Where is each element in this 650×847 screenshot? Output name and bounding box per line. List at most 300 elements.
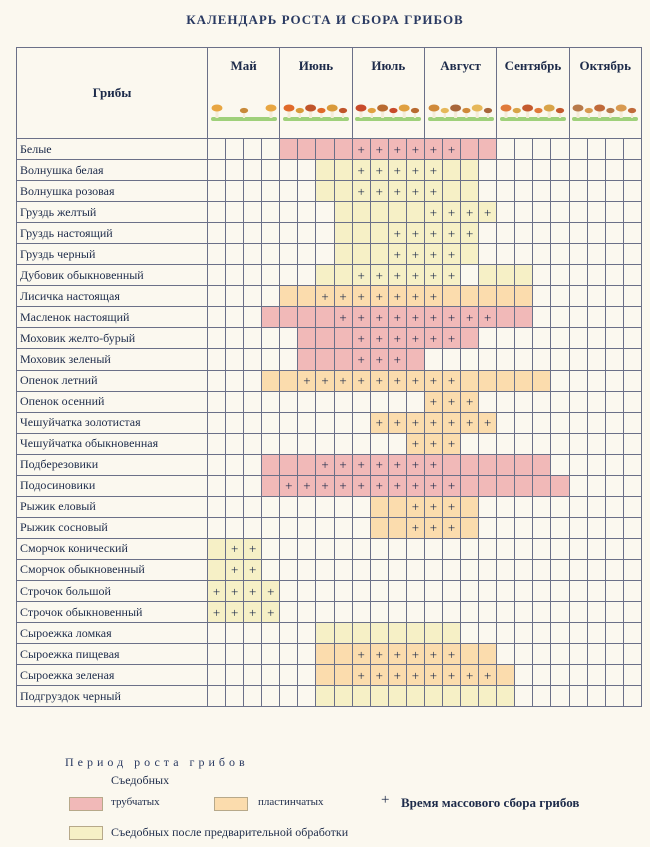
- mushroom-name: Сморчок обыкновенный: [17, 559, 208, 580]
- mass-harvest-cell: +: [334, 307, 352, 328]
- period-cell: [587, 475, 605, 496]
- period-cell: [587, 286, 605, 307]
- period-cell: [569, 160, 587, 181]
- period-cell: [605, 623, 623, 644]
- table-row: [17, 433, 642, 454]
- period-cell: [569, 370, 587, 391]
- period-cell: [551, 517, 569, 538]
- mass-harvest-cell: +: [443, 644, 461, 665]
- period-cell: [569, 665, 587, 686]
- period-cell: [406, 623, 424, 644]
- mass-harvest-cell: +: [370, 475, 388, 496]
- period-cell: [587, 454, 605, 475]
- period-cell: [298, 665, 316, 686]
- period-cell: [533, 286, 551, 307]
- period-cell: [370, 202, 388, 223]
- period-cell: [569, 349, 587, 370]
- table-row: [17, 623, 642, 644]
- period-cell: [424, 623, 442, 644]
- period-cell: [298, 686, 316, 707]
- period-cell: [280, 391, 298, 412]
- mass-harvest-cell: +: [424, 412, 442, 433]
- mass-harvest-cell: +: [406, 496, 424, 517]
- mass-harvest-cell: +: [388, 349, 406, 370]
- period-cell: [605, 686, 623, 707]
- period-cell: [262, 307, 280, 328]
- period-cell: [334, 244, 352, 265]
- period-cell: [605, 559, 623, 580]
- period-cell: [551, 644, 569, 665]
- period-cell: [551, 623, 569, 644]
- period-cell: [623, 412, 641, 433]
- period-cell: [208, 181, 226, 202]
- period-cell: [280, 328, 298, 349]
- period-cell: [551, 580, 569, 601]
- mass-harvest-cell: +: [461, 307, 479, 328]
- period-cell: [515, 160, 533, 181]
- period-cell: [208, 665, 226, 686]
- mushroom-name: Подберезовики: [17, 454, 208, 475]
- period-cell: [443, 349, 461, 370]
- period-cell: [244, 686, 262, 707]
- period-cell: [334, 349, 352, 370]
- period-cell: [226, 370, 244, 391]
- period-cell: [569, 307, 587, 328]
- period-cell: [461, 686, 479, 707]
- period-cell: [461, 580, 479, 601]
- mass-harvest-cell: +: [443, 517, 461, 538]
- mass-harvest-cell: +: [406, 475, 424, 496]
- mass-harvest-cell: +: [208, 580, 226, 601]
- period-cell: [443, 286, 461, 307]
- period-cell: [226, 391, 244, 412]
- mass-harvest-cell: +: [479, 412, 497, 433]
- mass-harvest-cell: +: [244, 538, 262, 559]
- period-cell: [208, 370, 226, 391]
- period-cell: [262, 286, 280, 307]
- mushroom-name: Опенок осенний: [17, 391, 208, 412]
- period-cell: [623, 580, 641, 601]
- period-cell: [569, 286, 587, 307]
- period-cell: [352, 223, 370, 244]
- period-cell: [226, 686, 244, 707]
- mass-harvest-cell: +: [461, 412, 479, 433]
- period-cell: [244, 328, 262, 349]
- mass-harvest-cell: +: [406, 286, 424, 307]
- mass-harvest-cell: +: [424, 160, 442, 181]
- period-cell: [298, 391, 316, 412]
- period-cell: [515, 223, 533, 244]
- period-cell: [334, 623, 352, 644]
- period-cell: [208, 160, 226, 181]
- mass-harvest-cell: +: [316, 475, 334, 496]
- mass-harvest-cell: +: [352, 475, 370, 496]
- period-cell: [244, 370, 262, 391]
- mass-harvest-cell: +: [370, 328, 388, 349]
- period-cell: [443, 538, 461, 559]
- mass-harvest-cell: +: [262, 580, 280, 601]
- table-row: [17, 538, 642, 559]
- table-row: [17, 202, 642, 223]
- period-cell: [479, 538, 497, 559]
- mushroom-name: Волнушка белая: [17, 160, 208, 181]
- legend-title: Период роста грибов: [65, 755, 249, 769]
- period-cell: [316, 623, 334, 644]
- mass-harvest-cell: +: [388, 370, 406, 391]
- period-cell: [533, 349, 551, 370]
- period-cell: [298, 412, 316, 433]
- period-cell: [497, 665, 515, 686]
- period-cell: [352, 412, 370, 433]
- period-cell: [587, 391, 605, 412]
- mass-harvest-cell: +: [424, 181, 442, 202]
- period-cell: [352, 559, 370, 580]
- period-cell: [226, 454, 244, 475]
- month-header: [208, 48, 280, 139]
- mass-harvest-cell: +: [352, 286, 370, 307]
- period-cell: [226, 349, 244, 370]
- mass-harvest-cell: +: [352, 265, 370, 286]
- period-cell: [316, 139, 334, 160]
- period-cell: [605, 454, 623, 475]
- period-cell: [497, 559, 515, 580]
- month-label: Октябрь: [579, 58, 632, 73]
- period-cell: [587, 244, 605, 265]
- mass-harvest-cell: +: [388, 328, 406, 349]
- period-cell: [605, 244, 623, 265]
- period-cell: [208, 139, 226, 160]
- period-cell: [479, 686, 497, 707]
- period-cell: [244, 433, 262, 454]
- mass-harvest-cell: +: [406, 370, 424, 391]
- period-cell: [497, 202, 515, 223]
- period-cell: [370, 686, 388, 707]
- period-cell: [388, 202, 406, 223]
- period-cell: [280, 286, 298, 307]
- mushroom-name: Лисичка настоящая: [17, 286, 208, 307]
- mass-harvest-cell: +: [388, 265, 406, 286]
- month-header: [424, 48, 496, 139]
- period-cell: [515, 412, 533, 433]
- mass-harvest-cell: +: [424, 391, 442, 412]
- period-cell: [262, 454, 280, 475]
- mass-harvest-cell: +: [424, 286, 442, 307]
- table-row: [17, 139, 642, 160]
- mass-harvest-cell: +: [352, 349, 370, 370]
- mass-harvest-cell: +: [334, 475, 352, 496]
- period-cell: [605, 160, 623, 181]
- period-cell: [280, 139, 298, 160]
- period-cell: [334, 433, 352, 454]
- mushroom-name: Сыроежка зеленая: [17, 665, 208, 686]
- period-cell: [515, 623, 533, 644]
- period-cell: [370, 602, 388, 623]
- period-cell: [334, 160, 352, 181]
- period-cell: [551, 496, 569, 517]
- mass-harvest-cell: +: [370, 412, 388, 433]
- period-cell: [280, 538, 298, 559]
- mass-harvest-cell: +: [424, 265, 442, 286]
- mass-harvest-cell: +: [424, 223, 442, 244]
- mass-harvest-cell: +: [388, 475, 406, 496]
- mass-harvest-cell: +: [388, 244, 406, 265]
- period-cell: [479, 349, 497, 370]
- period-cell: [316, 644, 334, 665]
- period-cell: [316, 202, 334, 223]
- period-cell: [226, 496, 244, 517]
- period-cell: [623, 602, 641, 623]
- period-cell: [262, 349, 280, 370]
- period-cell: [551, 665, 569, 686]
- mass-harvest-cell: +: [424, 244, 442, 265]
- period-cell: [262, 223, 280, 244]
- period-cell: [226, 517, 244, 538]
- period-cell: [334, 139, 352, 160]
- mass-harvest-cell: +: [443, 265, 461, 286]
- period-cell: [244, 412, 262, 433]
- period-cell: [280, 370, 298, 391]
- period-cell: [479, 160, 497, 181]
- period-cell: [352, 496, 370, 517]
- period-cell: [244, 475, 262, 496]
- period-cell: [316, 160, 334, 181]
- period-cell: [208, 307, 226, 328]
- mass-harvest-cell: +: [443, 202, 461, 223]
- period-cell: [623, 496, 641, 517]
- period-cell: [262, 370, 280, 391]
- table-row: [17, 412, 642, 433]
- mushroom-name: Подосиновики: [17, 475, 208, 496]
- period-cell: [515, 517, 533, 538]
- mass-harvest-cell: +: [388, 412, 406, 433]
- period-cell: [226, 202, 244, 223]
- period-cell: [533, 623, 551, 644]
- period-cell: [497, 391, 515, 412]
- period-cell: [334, 328, 352, 349]
- mass-harvest-cell: +: [388, 644, 406, 665]
- period-cell: [226, 475, 244, 496]
- period-cell: [533, 307, 551, 328]
- period-cell: [587, 538, 605, 559]
- period-cell: [352, 433, 370, 454]
- period-cell: [551, 559, 569, 580]
- period-cell: [587, 307, 605, 328]
- period-cell: [569, 244, 587, 265]
- mass-harvest-cell: +: [406, 665, 424, 686]
- period-cell: [587, 686, 605, 707]
- table-row: [17, 644, 642, 665]
- mass-harvest-cell: +: [443, 328, 461, 349]
- period-cell: [424, 602, 442, 623]
- mass-harvest-cell: +: [388, 454, 406, 475]
- table-row: [17, 244, 642, 265]
- period-cell: [370, 223, 388, 244]
- period-cell: [569, 223, 587, 244]
- period-cell: [370, 559, 388, 580]
- mass-harvest-cell: +: [280, 475, 298, 496]
- month-header: [497, 48, 569, 139]
- mass-harvest-cell: +: [316, 454, 334, 475]
- period-cell: [587, 370, 605, 391]
- period-cell: [479, 475, 497, 496]
- mass-harvest-cell: +: [352, 328, 370, 349]
- period-cell: [623, 160, 641, 181]
- mass-harvest-cell: +: [461, 202, 479, 223]
- period-cell: [497, 496, 515, 517]
- period-cell: [515, 139, 533, 160]
- period-cell: [533, 328, 551, 349]
- period-cell: [551, 412, 569, 433]
- period-cell: [406, 686, 424, 707]
- mass-harvest-cell: +: [406, 433, 424, 454]
- mushroom-name: Груздь настоящий: [17, 223, 208, 244]
- period-cell: [461, 475, 479, 496]
- period-cell: [244, 265, 262, 286]
- period-cell: [226, 160, 244, 181]
- period-cell: [461, 286, 479, 307]
- mass-harvest-cell: +: [406, 644, 424, 665]
- period-cell: [623, 433, 641, 454]
- mushroom-calendar-table: [16, 47, 642, 707]
- period-cell: [533, 454, 551, 475]
- period-cell: [623, 559, 641, 580]
- mass-harvest-cell: +: [424, 644, 442, 665]
- mass-harvest-cell: +: [424, 307, 442, 328]
- period-cell: [605, 665, 623, 686]
- period-cell: [497, 454, 515, 475]
- period-cell: [551, 244, 569, 265]
- period-cell: [605, 391, 623, 412]
- period-cell: [479, 580, 497, 601]
- period-cell: [515, 370, 533, 391]
- mass-harvest-cell: +: [352, 644, 370, 665]
- period-cell: [569, 517, 587, 538]
- mass-harvest-cell: +: [244, 602, 262, 623]
- period-cell: [388, 623, 406, 644]
- mass-harvest-cell: +: [226, 602, 244, 623]
- period-cell: [388, 686, 406, 707]
- period-cell: [569, 686, 587, 707]
- period-cell: [569, 265, 587, 286]
- period-cell: [208, 286, 226, 307]
- period-cell: [623, 286, 641, 307]
- mushroom-name: Волнушка розовая: [17, 181, 208, 202]
- period-cell: [262, 391, 280, 412]
- legend-mass-harvest-label: Время массового сбора грибов: [401, 795, 580, 810]
- period-cell: [226, 223, 244, 244]
- period-cell: [388, 433, 406, 454]
- period-cell: [551, 602, 569, 623]
- period-cell: [569, 139, 587, 160]
- period-cell: [497, 686, 515, 707]
- period-cell: [533, 559, 551, 580]
- period-cell: [406, 349, 424, 370]
- period-cell: [443, 559, 461, 580]
- mushroom-name: Чешуйчатка золотистая: [17, 412, 208, 433]
- period-cell: [515, 202, 533, 223]
- period-cell: [334, 412, 352, 433]
- period-cell: [298, 538, 316, 559]
- mass-harvest-cell: +: [370, 307, 388, 328]
- period-cell: [515, 328, 533, 349]
- period-cell: [298, 580, 316, 601]
- period-cell: [605, 602, 623, 623]
- period-cell: [479, 370, 497, 391]
- period-cell: [623, 475, 641, 496]
- period-cell: [461, 370, 479, 391]
- period-cell: [461, 244, 479, 265]
- period-cell: [461, 265, 479, 286]
- period-cell: [244, 286, 262, 307]
- mushroom-name: Сыроежка пищевая: [17, 644, 208, 665]
- period-cell: [334, 538, 352, 559]
- period-cell: [605, 433, 623, 454]
- period-cell: [587, 265, 605, 286]
- period-cell: [623, 202, 641, 223]
- period-cell: [515, 496, 533, 517]
- legend-after-treatment-label: Съедобных после предварительной обработки: [111, 825, 349, 839]
- table-row: [17, 559, 642, 580]
- mass-harvest-cell: +: [388, 139, 406, 160]
- period-cell: [515, 265, 533, 286]
- mushroom-illustration-icon: [497, 92, 568, 122]
- table-row: [17, 349, 642, 370]
- period-cell: [244, 517, 262, 538]
- period-cell: [298, 517, 316, 538]
- period-cell: [515, 307, 533, 328]
- period-cell: [605, 202, 623, 223]
- mushroom-name: Рыжик еловый: [17, 496, 208, 517]
- period-cell: [262, 160, 280, 181]
- month-header: [352, 48, 424, 139]
- period-cell: [461, 454, 479, 475]
- period-cell: [605, 223, 623, 244]
- period-cell: [497, 370, 515, 391]
- period-cell: [334, 223, 352, 244]
- mass-harvest-cell: +: [443, 665, 461, 686]
- period-cell: [461, 349, 479, 370]
- period-cell: [515, 454, 533, 475]
- period-cell: [569, 580, 587, 601]
- period-cell: [533, 538, 551, 559]
- period-cell: [280, 686, 298, 707]
- mass-harvest-cell: +: [352, 307, 370, 328]
- mass-harvest-cell: +: [424, 370, 442, 391]
- period-cell: [316, 412, 334, 433]
- page-title: КАЛЕНДАРЬ РОСТА И СБОРА ГРИБОВ: [186, 12, 464, 27]
- period-cell: [208, 496, 226, 517]
- period-cell: [551, 475, 569, 496]
- period-cell: [569, 538, 587, 559]
- mass-harvest-cell: +: [370, 181, 388, 202]
- mass-harvest-cell: +: [443, 223, 461, 244]
- mass-harvest-cell: +: [424, 139, 442, 160]
- month-label: Июнь: [298, 58, 334, 73]
- period-cell: [551, 686, 569, 707]
- period-cell: [316, 349, 334, 370]
- period-cell: [515, 644, 533, 665]
- period-cell: [623, 391, 641, 412]
- period-cell: [208, 349, 226, 370]
- table-row: [17, 475, 642, 496]
- period-cell: [226, 665, 244, 686]
- mushroom-illustration-icon: [570, 92, 641, 122]
- period-cell: [497, 538, 515, 559]
- period-cell: [370, 244, 388, 265]
- mushroom-name: Белые: [17, 139, 208, 160]
- period-cell: [298, 559, 316, 580]
- month-label: Сентябрь: [504, 58, 562, 73]
